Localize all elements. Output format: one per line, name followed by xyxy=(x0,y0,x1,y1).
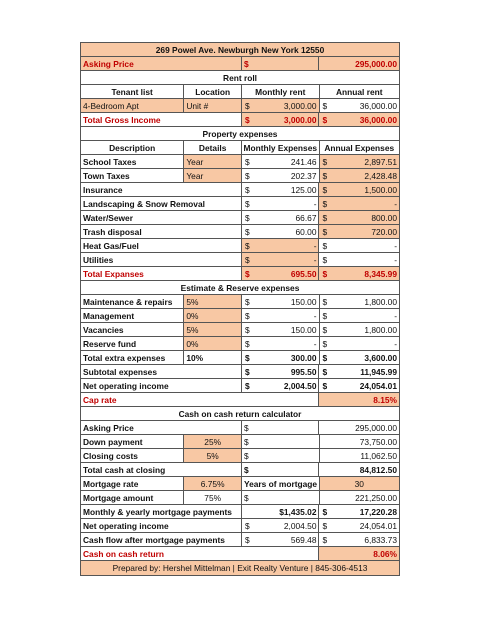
noi-label: Net operating income xyxy=(81,379,242,392)
rent-roll-columns xyxy=(81,85,399,99)
reserve-monthly-cell xyxy=(242,337,320,350)
reserve-description: Management xyxy=(81,309,184,322)
mortgage-rate-value[interactable]: 6.75% xyxy=(184,477,242,490)
currency-symbol: $ xyxy=(244,240,250,251)
currency-symbol: $ xyxy=(244,310,250,321)
reserve-percent[interactable]: 5% xyxy=(184,295,242,308)
column-header: Monthly rent xyxy=(242,85,320,98)
cash-asking-row xyxy=(81,421,399,435)
total-annual-rent-cell xyxy=(319,113,399,126)
property-address: 269 Powel Ave. Newburgh New York 12550 xyxy=(81,43,399,56)
cash-flow-monthly-cell xyxy=(242,533,320,546)
expense-annual-cell[interactable] xyxy=(319,225,399,238)
reserve-row xyxy=(81,337,399,351)
currency-symbol: $ xyxy=(244,534,250,545)
reserve-description: Vacancies xyxy=(81,323,184,336)
total-expenses-monthly-value: 695.50 xyxy=(290,268,317,279)
reserve-annual-value: 1,800.00 xyxy=(364,324,397,335)
expense-annual-value: - xyxy=(394,198,397,209)
expense-description: School Taxes xyxy=(81,155,184,168)
reserve-percent[interactable]: 0% xyxy=(184,309,242,322)
currency-symbol: $ xyxy=(243,422,249,433)
column-header: Tenant list xyxy=(81,85,184,98)
expenses-columns xyxy=(81,141,399,155)
total-extra-label: Total extra expenses xyxy=(81,351,184,364)
expense-row xyxy=(81,253,399,267)
cash-noi-annual-cell xyxy=(319,519,399,532)
total-cash-label: Total cash at closing xyxy=(81,463,242,476)
reserve-row xyxy=(81,309,399,323)
currency-symbol: $ xyxy=(322,506,328,517)
expense-row xyxy=(81,239,399,253)
column-header: Details xyxy=(184,141,242,154)
cap-rate-row xyxy=(81,393,399,407)
reserve-description: Reserve fund xyxy=(81,337,184,350)
expense-annual-cell[interactable] xyxy=(319,211,399,224)
mortgage-yearly-cell xyxy=(319,505,399,518)
currency-symbol: $ xyxy=(242,57,320,70)
expense-monthly-cell xyxy=(242,197,320,210)
down-payment-row xyxy=(81,435,399,449)
expense-monthly-cell xyxy=(242,155,320,168)
currency-symbol: $ xyxy=(244,324,250,335)
currency-symbol: $ xyxy=(322,296,328,307)
currency-symbol: $ xyxy=(322,324,328,335)
currency-cell xyxy=(242,463,320,476)
expense-monthly-value: 66.67 xyxy=(295,212,317,223)
asking-price-row xyxy=(81,57,399,71)
currency-symbol: $ xyxy=(322,534,328,545)
currency-symbol: $ xyxy=(243,492,249,503)
total-extra-row xyxy=(81,351,399,365)
expense-monthly-cell[interactable] xyxy=(242,253,320,266)
expense-monthly-cell xyxy=(242,183,320,196)
currency-symbol: $ xyxy=(244,114,250,125)
expense-description: Trash disposal xyxy=(81,225,242,238)
cash-on-cash-value: 8.06% xyxy=(319,547,399,560)
column-header: Annual rent xyxy=(335,86,383,97)
total-extra-monthly-value: 300.00 xyxy=(290,352,317,363)
currency-cell xyxy=(242,449,320,462)
currency-symbol: $ xyxy=(322,240,328,251)
reserve-row xyxy=(81,295,399,309)
currency-symbol: $ xyxy=(322,352,328,363)
rent-roll-header: Rent roll xyxy=(223,72,257,83)
expense-row xyxy=(81,155,399,169)
cash-flow-annual-cell xyxy=(319,533,399,546)
monthly-rent-value: 3,000.00 xyxy=(283,100,317,111)
closing-costs-label: Closing costs xyxy=(81,449,184,462)
currency-symbol: $ xyxy=(244,184,250,195)
currency-symbol: $ xyxy=(244,212,250,223)
mortgage-amount-row xyxy=(81,491,399,505)
prepared-by-footer: Prepared by: Hershel Mittelman | Exit Realty Venture | 845-306-4513 xyxy=(81,561,399,575)
currency-symbol: $ xyxy=(322,212,328,223)
expense-annual-value: 2,428.48 xyxy=(364,170,397,181)
currency-symbol: $ xyxy=(322,310,328,321)
expense-annual-value: 720.00 xyxy=(371,226,397,237)
mortgage-yearly-value: 17,220.28 xyxy=(359,506,397,517)
subtotal-label: Subtotal expenses xyxy=(81,365,242,378)
net-operating-income-row xyxy=(81,379,399,393)
expense-description: Water/Sewer xyxy=(81,211,242,224)
closing-costs-value: 11,062.50 xyxy=(360,450,397,461)
currency-symbol: $ xyxy=(243,464,249,475)
total-extra-annual-cell xyxy=(320,351,400,364)
expense-annual-value: 1,500.00 xyxy=(364,184,397,195)
cash-asking-label: Asking Price xyxy=(81,421,242,434)
years-of-mortgage-value[interactable]: 30 xyxy=(320,477,400,490)
mortgage-rate-label: Mortgage rate xyxy=(81,477,184,490)
expense-monthly-cell[interactable] xyxy=(242,239,320,252)
expense-monthly-value: 202.37 xyxy=(290,170,317,181)
title-row xyxy=(81,43,399,57)
expense-description: Utilities xyxy=(81,253,242,266)
reserve-monthly-value: - xyxy=(313,338,317,349)
currency-symbol: $ xyxy=(322,198,328,209)
closing-costs-percent[interactable]: 5% xyxy=(184,449,242,462)
cash-calc-header: Cash on cash return calculator xyxy=(178,408,302,419)
expense-description: Landscaping & Snow Removal xyxy=(81,197,242,210)
cash-noi-monthly-cell xyxy=(242,519,320,532)
currency-symbol: $ xyxy=(322,268,328,279)
reserve-monthly-value: 150.00 xyxy=(290,296,317,307)
expense-annual-value: 2,897.51 xyxy=(364,156,397,167)
cash-on-cash-label: Cash on cash return xyxy=(81,547,319,560)
down-payment-label: Down payment xyxy=(81,435,184,448)
reserve-header: Estimate & Reserve expenses xyxy=(180,282,300,293)
asking-price-label: Asking Price xyxy=(81,57,242,70)
cash-asking-value: 295,000.00 xyxy=(355,422,397,433)
expense-annual-cell xyxy=(319,253,399,266)
cash-on-cash-row xyxy=(81,547,399,561)
reserve-annual-cell xyxy=(320,309,400,322)
total-cash-value: 84,812.50 xyxy=(359,464,397,475)
currency-symbol: $ xyxy=(244,170,250,181)
cash-noi-label: Net operating income xyxy=(81,519,242,532)
cash-noi-row xyxy=(81,519,399,533)
rent-roll-header-row xyxy=(81,71,399,85)
cash-noi-monthly-value: 2,004.50 xyxy=(283,520,317,531)
total-extra-annual-value: 3,600.00 xyxy=(364,352,397,363)
currency-symbol: $ xyxy=(322,520,328,531)
expense-monthly-value: 241.46 xyxy=(290,156,317,167)
expense-monthly-value: - xyxy=(313,254,317,265)
expense-annual-value: 800.00 xyxy=(371,212,397,223)
closing-costs-row xyxy=(81,449,399,463)
expense-annual-cell[interactable] xyxy=(320,169,400,182)
cash-flow-monthly-value: 569.48 xyxy=(290,534,317,545)
subtotal-annual-cell xyxy=(319,365,399,378)
reserve-monthly-value: 150.00 xyxy=(290,324,317,335)
currency-symbol: $ xyxy=(322,184,328,195)
reserve-monthly-cell xyxy=(242,295,320,308)
cash-calc-header-row xyxy=(81,407,399,421)
down-payment-percent[interactable]: 25% xyxy=(184,435,242,448)
currency-symbol: $ xyxy=(244,198,250,209)
expense-monthly-cell xyxy=(242,211,320,224)
reserve-monthly-cell xyxy=(242,323,320,336)
cash-flow-label: Cash flow after mortgage payments xyxy=(81,533,242,546)
reserve-description: Maintenance & repairs xyxy=(81,295,184,308)
subtotal-row xyxy=(81,365,399,379)
reserve-row xyxy=(81,323,399,337)
column-header: Description xyxy=(81,141,184,154)
expense-annual-cell[interactable] xyxy=(320,155,400,168)
currency-symbol: $ xyxy=(322,114,328,125)
reserve-percent[interactable]: 5% xyxy=(184,323,242,336)
currency-symbol: $ xyxy=(244,268,250,279)
total-monthly-rent-cell xyxy=(242,113,320,126)
cash-flow-row xyxy=(81,533,399,547)
total-expenses-label: Total Expanses xyxy=(81,267,242,280)
noi-annual-cell xyxy=(319,379,399,392)
location-cell[interactable]: Unit # xyxy=(184,99,242,112)
expense-details[interactable]: Year xyxy=(184,169,242,182)
subtotal-monthly-value: 995.50 xyxy=(290,366,317,377)
subtotal-monthly-cell xyxy=(242,365,320,378)
reserve-annual-value: - xyxy=(394,338,397,349)
currency-symbol: $ xyxy=(322,170,328,181)
expense-row xyxy=(81,169,399,183)
expense-annual-cell[interactable] xyxy=(319,183,399,196)
cap-rate-label: Cap rate xyxy=(81,393,319,406)
expense-monthly-value: - xyxy=(313,198,317,209)
reserve-annual-value: - xyxy=(394,310,397,321)
cash-flow-annual-value: 6,833.73 xyxy=(364,534,397,545)
mortgage-amount-value: 221,250.00 xyxy=(355,492,397,503)
currency-cell xyxy=(242,491,320,504)
expense-annual-cell xyxy=(319,239,399,252)
expense-monthly-cell xyxy=(242,225,320,238)
expense-monthly-value: 60.00 xyxy=(295,226,317,237)
total-gross-income-row xyxy=(81,113,399,127)
currency-symbol: $ xyxy=(244,254,250,265)
total-expenses-monthly-cell xyxy=(242,267,320,280)
currency-symbol: $ xyxy=(322,338,328,349)
expense-monthly-cell xyxy=(242,169,320,182)
currency-symbol: $ xyxy=(322,226,328,237)
currency-cell xyxy=(242,435,320,448)
total-extra-percent: 10% xyxy=(184,351,242,364)
mortgage-amount-percent: 75% xyxy=(184,491,242,504)
expense-description: Heat Gas/Fuel xyxy=(81,239,242,252)
column-header: Monthly Expenses xyxy=(242,141,320,154)
currency-symbol: $ xyxy=(244,380,250,391)
currency-symbol: $ xyxy=(244,156,250,167)
noi-monthly-value: 2,004.50 xyxy=(283,380,317,391)
currency-cell xyxy=(242,421,320,434)
currency-symbol: $ xyxy=(244,520,250,531)
noi-annual-value: 24,054.01 xyxy=(359,380,397,391)
mortgage-payments-label: Monthly & yearly mortgage payments xyxy=(81,505,242,518)
currency-symbol: $ xyxy=(244,100,250,111)
expense-annual-value: - xyxy=(394,254,397,265)
currency-symbol: $ xyxy=(322,366,328,377)
reserve-annual-cell xyxy=(320,337,400,350)
currency-symbol: $ xyxy=(244,366,250,377)
expense-details[interactable]: Year xyxy=(184,155,242,168)
property-expenses-header: Property expenses xyxy=(202,128,278,139)
expense-row xyxy=(81,225,399,239)
currency-symbol: $ xyxy=(243,450,249,461)
tenant-cell[interactable]: 4-Bedroom Apt xyxy=(81,99,184,112)
expense-description: Town Taxes xyxy=(81,169,184,182)
property-sheet xyxy=(80,42,400,576)
currency-symbol: $ xyxy=(322,156,328,167)
noi-monthly-cell xyxy=(242,379,320,392)
subtotal-annual-value: 11,945.99 xyxy=(360,366,397,377)
total-extra-monthly-cell xyxy=(242,351,320,364)
total-expenses-annual-value: 8,345.99 xyxy=(364,268,397,279)
expense-description: Insurance xyxy=(81,183,242,196)
asking-price-value: 295,000.00 xyxy=(355,58,397,69)
expense-row xyxy=(81,211,399,225)
expense-row xyxy=(81,183,399,197)
annual-rent-value: 36,000.00 xyxy=(359,100,397,111)
cap-rate-value: 8.15% xyxy=(319,393,399,406)
column-header: Location xyxy=(184,85,242,98)
reserve-annual-cell xyxy=(320,295,400,308)
cash-noi-annual-value: 24,054.01 xyxy=(359,520,397,531)
currency-symbol: $ xyxy=(244,352,250,363)
expense-annual-cell[interactable] xyxy=(319,197,399,210)
currency-symbol: $ xyxy=(322,380,328,391)
reserve-annual-value: 1,800.00 xyxy=(364,296,397,307)
expense-row xyxy=(81,197,399,211)
currency-symbol: $ xyxy=(244,338,250,349)
mortgage-monthly-payment: $1,435.02 xyxy=(242,505,320,518)
currency-symbol: $ xyxy=(243,436,249,447)
currency-symbol: $ xyxy=(244,296,250,307)
total-annual-rent-value: 36,000.00 xyxy=(359,114,397,125)
property-expenses-header-row xyxy=(81,127,399,141)
reserve-monthly-cell xyxy=(242,309,320,322)
reserve-header-row xyxy=(81,281,399,295)
mortgage-amount-label: Mortgage amount xyxy=(81,491,184,504)
years-of-mortgage-label: Years of mortgage xyxy=(242,477,320,490)
reserve-monthly-value: - xyxy=(313,310,317,321)
total-gross-income-label: Total Gross Income xyxy=(81,113,242,126)
expense-monthly-value: - xyxy=(313,240,317,251)
total-expenses-row xyxy=(81,267,399,281)
down-payment-value: 73,750.00 xyxy=(359,436,397,447)
total-expenses-annual-cell xyxy=(319,267,399,280)
mortgage-payments-row xyxy=(81,505,399,519)
reserve-percent[interactable]: 0% xyxy=(184,337,242,350)
rent-row xyxy=(81,99,399,113)
total-cash-row xyxy=(81,463,399,477)
column-header: Annual Expenses xyxy=(324,142,395,153)
currency-symbol: $ xyxy=(322,254,328,265)
currency-symbol: $ xyxy=(322,100,328,111)
reserve-annual-cell xyxy=(320,323,400,336)
monthly-rent-cell[interactable] xyxy=(242,99,320,112)
mortgage-rate-row xyxy=(81,477,399,491)
expense-monthly-value: 125.00 xyxy=(290,184,317,195)
total-monthly-rent-value: 3,000.00 xyxy=(283,114,317,125)
annual-rent-cell xyxy=(320,99,400,112)
expense-annual-value: - xyxy=(394,240,397,251)
currency-symbol: $ xyxy=(244,226,250,237)
footer-row xyxy=(81,561,399,575)
